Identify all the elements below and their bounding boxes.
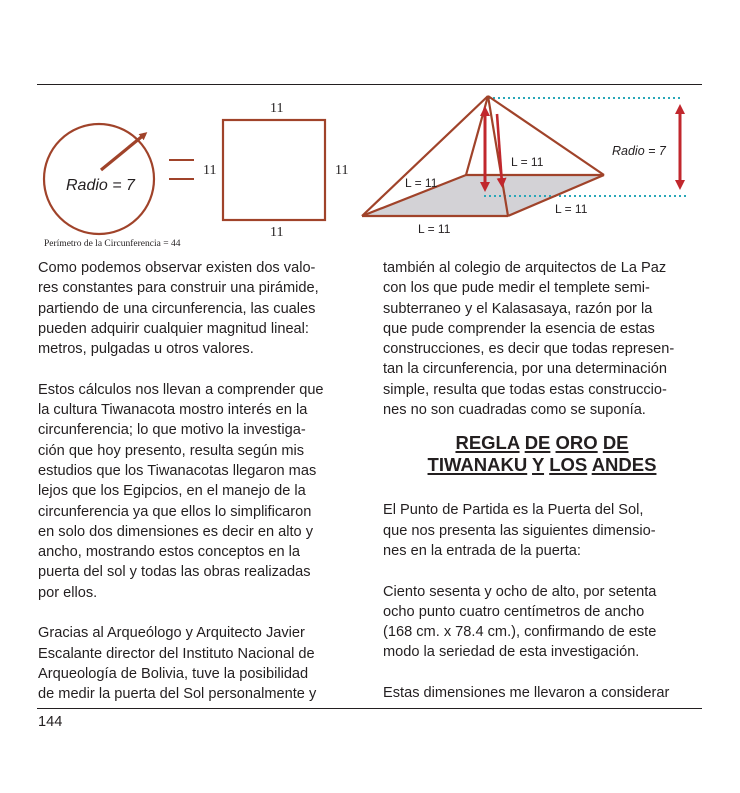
pyramid-l-left-label: L = 11	[405, 176, 438, 190]
pyramid-radio-label: Radio = 7	[612, 144, 666, 158]
text-line: en solo dos dimensiones es decir en alto y	[38, 523, 314, 540]
right-column	[383, 258, 708, 703]
text-line: (168 cm. x 78.4 cm.), confirmando de este	[383, 624, 657, 641]
text-line: circunferencia; lo que motivo la investiga-	[38, 422, 306, 439]
bottom-rule	[37, 708, 702, 709]
heading-word: DE	[602, 432, 629, 454]
text-line: subterraneo y el Kalasasaya, razón por la	[383, 300, 653, 317]
text-line: que pude comprender la esencia de estas	[383, 320, 655, 337]
page-number: 144	[38, 714, 63, 730]
square-top-label: 11	[270, 101, 284, 116]
heading-word: ANDES	[591, 454, 657, 476]
square-left-label: 11	[203, 163, 217, 178]
paragraph-gap	[383, 663, 708, 683]
text-line: de medir la puerta del Sol personalmente y	[38, 686, 317, 703]
square-bottom-label: 11	[270, 225, 284, 240]
section-heading	[383, 432, 701, 476]
text-line: construcciones, es decir que todas represen-	[383, 341, 675, 358]
heading-word: Y	[532, 454, 545, 476]
paragraph-gap	[383, 561, 708, 581]
heading-word: DE	[524, 432, 551, 454]
text-line: nes en la entrada de la puerta:	[383, 542, 581, 559]
text-line: nes no son cuadradas como se suponía.	[383, 402, 646, 419]
text-line: que nos presenta las siguientes dimensio-	[383, 522, 656, 539]
text-line: Ciento sesenta y ocho de alto, por setenta	[383, 583, 657, 600]
left-column	[38, 258, 363, 705]
heading-line-2	[383, 454, 701, 476]
text-line: Gracias al Arqueólogo y Arquitecto Javier	[38, 625, 305, 642]
pyramid-l-front-label: L = 11	[418, 222, 451, 236]
text-line: lejos que los Egipcios, en el manejo de la	[38, 483, 306, 500]
square-right-label: 11	[335, 163, 349, 178]
text-line: ción que hoy presento, resulta según mis	[38, 442, 305, 459]
text-line: El Punto de Partida es la Puerta del Sol,	[383, 502, 644, 519]
circle-radius-label: Radio = 7	[66, 177, 135, 194]
text-line: estudios que los Tiwanacotas llegaron mas	[38, 462, 317, 479]
heading-word: ORO	[555, 432, 598, 454]
heading-word: LOS	[549, 454, 588, 476]
text-line: res constantes para construir una pirámide,	[38, 280, 319, 297]
text-line: la cultura Tiwanacota mostro interés en la	[38, 402, 308, 419]
heading-word: REGLA	[455, 432, 520, 454]
text-line: metros, pulgadas u otros valores.	[38, 341, 254, 358]
text-line: ocho punto cuatro centímetros de ancho	[383, 603, 645, 620]
text-line: Arqueología de Bolivia, tuve la posibilidad	[38, 665, 309, 682]
heading-word: TIWANAKU	[427, 454, 528, 476]
geometry-figure	[0, 0, 740, 255]
text-line: Escalante director del Instituto Nacional de	[38, 645, 315, 662]
text-line: modo la seriedad de esta investigación.	[383, 644, 640, 661]
square-shape	[223, 120, 325, 220]
circle-caption: Perímetro de la Circunferencia = 44	[44, 239, 181, 249]
radius-arrow	[101, 134, 145, 170]
text-line: partiendo de una circunferencia, las cuales	[38, 300, 316, 317]
text-line: puerta del sol y todas las obras realizadas	[38, 564, 311, 581]
text-line: Estas dimensiones me llevaron a considerar	[383, 685, 670, 702]
heading-line-1	[383, 432, 701, 454]
text-line: simple, resulta que todas estas construccio-	[383, 381, 667, 398]
text-line: tan la circunferencia, por una determinación	[383, 361, 667, 378]
text-line: circunferencia ya que ellos lo simplificaron	[38, 503, 312, 520]
pyramid-l-right-label: L = 11	[555, 202, 588, 216]
text-line: pueden adquirir cualquier magnitud lineal:	[38, 320, 309, 337]
text-line: con los que pude medir el templete semi-	[383, 280, 650, 297]
paragraph-gap	[38, 603, 363, 623]
pyramid-l-back-label: L = 11	[511, 155, 544, 169]
text-line: Como podemos observar existen dos valo-	[38, 260, 316, 276]
paragraph-gap	[38, 359, 363, 379]
text-line: Estos cálculos nos llevan a comprender que	[38, 381, 324, 398]
text-line: por ellos.	[38, 584, 98, 601]
text-line: también al colegio de arquitectos de La Paz	[383, 260, 667, 276]
text-line: ancho, mostrando estos conceptos en la	[38, 544, 301, 561]
